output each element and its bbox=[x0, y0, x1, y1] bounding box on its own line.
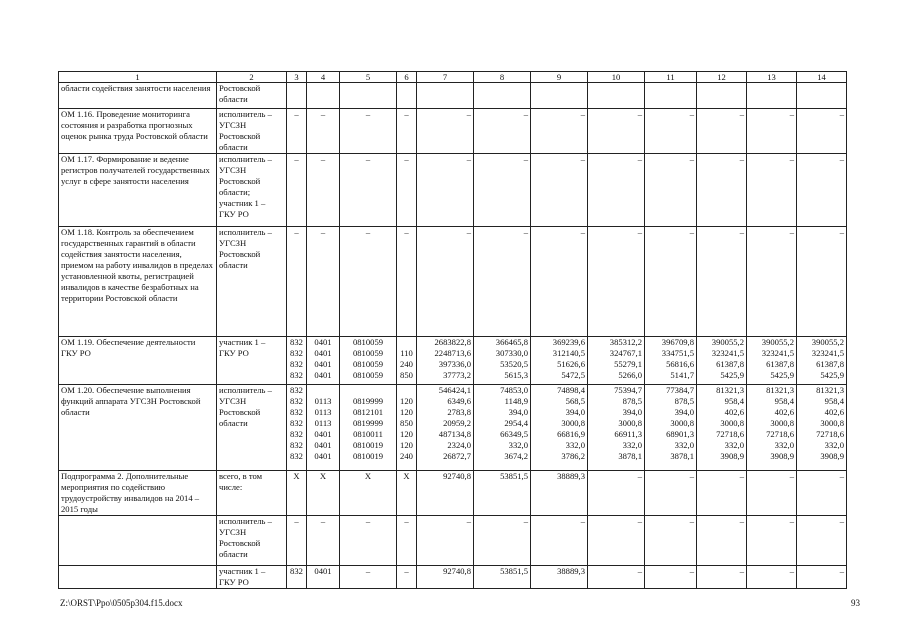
value-cell: – bbox=[340, 154, 397, 227]
value-cell: – bbox=[474, 516, 531, 566]
value-cell: 0401 0401 0401 0401 bbox=[307, 337, 340, 385]
value-cell: – bbox=[747, 227, 797, 337]
value-cell: 53851,5 bbox=[474, 471, 531, 516]
value-cell: – bbox=[797, 109, 847, 154]
value-cell: – bbox=[417, 227, 474, 337]
value-cell: – bbox=[287, 154, 307, 227]
column-number: 8 bbox=[474, 72, 531, 83]
value-cell: – bbox=[397, 566, 417, 589]
value-cell: 832 bbox=[287, 566, 307, 589]
executor-cell: участник 1 – ГКУ РО bbox=[217, 337, 287, 385]
table-row bbox=[59, 385, 847, 471]
value-cell: 546424,1 6349,6 2783,8 20959,2 487134,8 2324,0 26872,7 bbox=[417, 385, 474, 471]
value-cell: 390055,2 323241,5 61387,8 5425,9 bbox=[797, 337, 847, 385]
value-cell: 74853,0 1148,9 394,0 2954,4 66349,5 332,0 3674,2 bbox=[474, 385, 531, 471]
activity-name-cell bbox=[59, 566, 217, 589]
value-cell: – bbox=[588, 227, 645, 337]
table-row bbox=[59, 227, 847, 337]
value-cell: – bbox=[588, 566, 645, 589]
value-cell: – bbox=[340, 227, 397, 337]
value-cell: – bbox=[307, 154, 340, 227]
value-cell bbox=[645, 83, 697, 109]
value-cell bbox=[340, 83, 397, 109]
activity-name-cell bbox=[59, 516, 217, 566]
value-cell: 92740,8 bbox=[417, 471, 474, 516]
value-cell: 390055,2 323241,5 61387,8 5425,9 bbox=[697, 337, 747, 385]
column-number: 10 bbox=[588, 72, 645, 83]
column-number: 13 bbox=[747, 72, 797, 83]
value-cell bbox=[417, 83, 474, 109]
value-cell: – bbox=[645, 566, 697, 589]
value-cell: – bbox=[645, 109, 697, 154]
table-row bbox=[59, 471, 847, 516]
value-cell: – bbox=[697, 516, 747, 566]
value-cell: – bbox=[417, 154, 474, 227]
value-cell: – bbox=[307, 516, 340, 566]
value-cell: 396709,8 334751,5 56816,6 5141,7 bbox=[645, 337, 697, 385]
value-cell: – bbox=[397, 154, 417, 227]
value-cell: – bbox=[287, 516, 307, 566]
value-cell: – bbox=[797, 471, 847, 516]
value-cell: – bbox=[697, 154, 747, 227]
value-cell: 832 832 832 832 832 832 832 bbox=[287, 385, 307, 471]
value-cell: – bbox=[747, 566, 797, 589]
value-cell: – bbox=[417, 109, 474, 154]
value-cell bbox=[747, 83, 797, 109]
activity-name-cell: ОМ 1.16. Проведение мониторинга состояния и разработка прогнозных оценок рынка труда Ростовской области bbox=[59, 109, 217, 154]
value-cell: 53851,5 bbox=[474, 566, 531, 589]
executor-cell: исполнитель – УГСЗН Ростовской области bbox=[217, 227, 287, 337]
value-cell: – bbox=[797, 566, 847, 589]
value-cell: – bbox=[697, 471, 747, 516]
value-cell: 77384,7 878,5 394,0 3000,8 68901,3 332,0 3878,1 bbox=[645, 385, 697, 471]
value-cell: – bbox=[531, 154, 588, 227]
column-number: 12 bbox=[697, 72, 747, 83]
column-number: 9 bbox=[531, 72, 588, 83]
column-number-row bbox=[59, 72, 847, 83]
value-cell: 74898,4 568,5 394,0 3000,8 66816,9 332,0 3786,2 bbox=[531, 385, 588, 471]
activity-name-cell: области содействия занятости населения bbox=[59, 83, 217, 109]
value-cell: 0810059 0810059 0810059 0810059 bbox=[340, 337, 397, 385]
value-cell: 120 120 850 120 120 240 bbox=[397, 385, 417, 471]
value-cell: 81321,3 958,4 402,6 3000,8 72718,6 332,0 3908,9 bbox=[747, 385, 797, 471]
value-cell: – bbox=[287, 109, 307, 154]
value-cell: 2683822,8 2248713,6 397336,0 37773,2 bbox=[417, 337, 474, 385]
executor-cell: исполнитель – УГСЗН Ростовской области bbox=[217, 385, 287, 471]
value-cell: – bbox=[797, 154, 847, 227]
value-cell: 385312,2 324767,1 55279,1 5266,0 bbox=[588, 337, 645, 385]
value-cell: – bbox=[645, 516, 697, 566]
value-cell: 92740,8 bbox=[417, 566, 474, 589]
value-cell: 110 240 850 bbox=[397, 337, 417, 385]
value-cell: – bbox=[397, 109, 417, 154]
activity-name-cell: ОМ 1.20. Обеспечение выполнения функций аппарата УГСЗН Ростовской области bbox=[59, 385, 217, 471]
value-cell: – bbox=[340, 566, 397, 589]
value-cell: 81321,3 958,4 402,6 3000,8 72718,6 332,0 3908,9 bbox=[797, 385, 847, 471]
value-cell: – bbox=[397, 227, 417, 337]
activity-name-cell: Подпрограмма 2. Дополнительные мероприятия по содействию трудоустройству инвалидов на 2014 – 2015 годы bbox=[59, 471, 217, 516]
page-number: 93 bbox=[851, 598, 860, 608]
value-cell: – bbox=[697, 566, 747, 589]
value-cell: – bbox=[747, 154, 797, 227]
executor-cell: всего, в том числе: bbox=[217, 471, 287, 516]
executor-cell: Ростовской области bbox=[217, 83, 287, 109]
value-cell: 0401 bbox=[307, 566, 340, 589]
value-cell: – bbox=[588, 154, 645, 227]
executor-cell: участник 1 – ГКУ РО bbox=[217, 566, 287, 589]
activity-name-cell: ОМ 1.18. Контроль за обеспечением государственных гарантий в области содействия занятости населения, приемом на работу инвалидов в пределах установленной квоты, регистрацией инвалидов в качестве безработных на территории Ростовской области bbox=[59, 227, 217, 337]
value-cell: – bbox=[645, 227, 697, 337]
column-number: 3 bbox=[287, 72, 307, 83]
value-cell: – bbox=[340, 516, 397, 566]
value-cell: – bbox=[474, 227, 531, 337]
value-cell: – bbox=[307, 227, 340, 337]
column-number: 2 bbox=[217, 72, 287, 83]
value-cell: – bbox=[340, 109, 397, 154]
value-cell: 390055,2 323241,5 61387,8 5425,9 bbox=[747, 337, 797, 385]
value-cell: X bbox=[340, 471, 397, 516]
column-number: 6 bbox=[397, 72, 417, 83]
value-cell: X bbox=[307, 471, 340, 516]
value-cell: – bbox=[588, 516, 645, 566]
table-row bbox=[59, 516, 847, 566]
column-number: 1 bbox=[59, 72, 217, 83]
table-row bbox=[59, 109, 847, 154]
value-cell: 81321,3 958,4 402,6 3000,8 72718,6 332,0 3908,9 bbox=[697, 385, 747, 471]
value-cell: 832 832 832 832 bbox=[287, 337, 307, 385]
value-cell: X bbox=[287, 471, 307, 516]
column-number: 5 bbox=[340, 72, 397, 83]
value-cell: 369239,6 312140,5 51626,6 5472,5 bbox=[531, 337, 588, 385]
value-cell: 366465,8 307330,0 53520,5 5615,3 bbox=[474, 337, 531, 385]
value-cell: – bbox=[588, 471, 645, 516]
value-cell: – bbox=[645, 154, 697, 227]
column-number: 7 bbox=[417, 72, 474, 83]
file-path: Z:\ORST\Ppo\0505p304.f15.docx bbox=[60, 598, 183, 608]
value-cell: – bbox=[697, 109, 747, 154]
value-cell: – bbox=[797, 227, 847, 337]
value-cell: – bbox=[747, 471, 797, 516]
value-cell: X bbox=[397, 471, 417, 516]
executor-cell: исполнитель – УГСЗН Ростовской области bbox=[217, 109, 287, 154]
table-row bbox=[59, 83, 847, 109]
activity-name-cell: ОМ 1.19. Обеспечение деятельности ГКУ РО bbox=[59, 337, 217, 385]
value-cell: – bbox=[588, 109, 645, 154]
value-cell: – bbox=[474, 154, 531, 227]
value-cell: – bbox=[645, 471, 697, 516]
value-cell: – bbox=[797, 516, 847, 566]
value-cell bbox=[531, 83, 588, 109]
table-row bbox=[59, 337, 847, 385]
table-row bbox=[59, 566, 847, 589]
value-cell: – bbox=[474, 109, 531, 154]
value-cell: – bbox=[307, 109, 340, 154]
column-number: 4 bbox=[307, 72, 340, 83]
value-cell bbox=[588, 83, 645, 109]
value-cell: 0819999 0812101 0819999 0810011 0810019 0810019 bbox=[340, 385, 397, 471]
executor-cell: исполнитель – УГСЗН Ростовской области; участник 1 – ГКУ РО bbox=[217, 154, 287, 227]
value-cell bbox=[307, 83, 340, 109]
value-cell: – bbox=[417, 516, 474, 566]
executor-cell: исполнитель – УГСЗН Ростовской области bbox=[217, 516, 287, 566]
value-cell: – bbox=[287, 227, 307, 337]
value-cell bbox=[797, 83, 847, 109]
activity-name-cell: ОМ 1.17. Формирование и ведение регистров получателей государственных услуг в сфере занятости населения bbox=[59, 154, 217, 227]
value-cell: – bbox=[531, 516, 588, 566]
value-cell: – bbox=[531, 109, 588, 154]
value-cell: – bbox=[747, 516, 797, 566]
value-cell: – bbox=[397, 516, 417, 566]
budget-table bbox=[58, 71, 847, 589]
table-row bbox=[59, 154, 847, 227]
value-cell: – bbox=[531, 227, 588, 337]
column-number: 14 bbox=[797, 72, 847, 83]
value-cell: 75394,7 878,5 394,0 3000,8 66911,3 332,0 3878,1 bbox=[588, 385, 645, 471]
value-cell bbox=[697, 83, 747, 109]
column-number: 11 bbox=[645, 72, 697, 83]
value-cell bbox=[397, 83, 417, 109]
value-cell: 38889,3 bbox=[531, 471, 588, 516]
value-cell: 38889,3 bbox=[531, 566, 588, 589]
value-cell: 0113 0113 0113 0401 0401 0401 bbox=[307, 385, 340, 471]
value-cell: – bbox=[747, 109, 797, 154]
value-cell: – bbox=[697, 227, 747, 337]
value-cell bbox=[474, 83, 531, 109]
value-cell bbox=[287, 83, 307, 109]
